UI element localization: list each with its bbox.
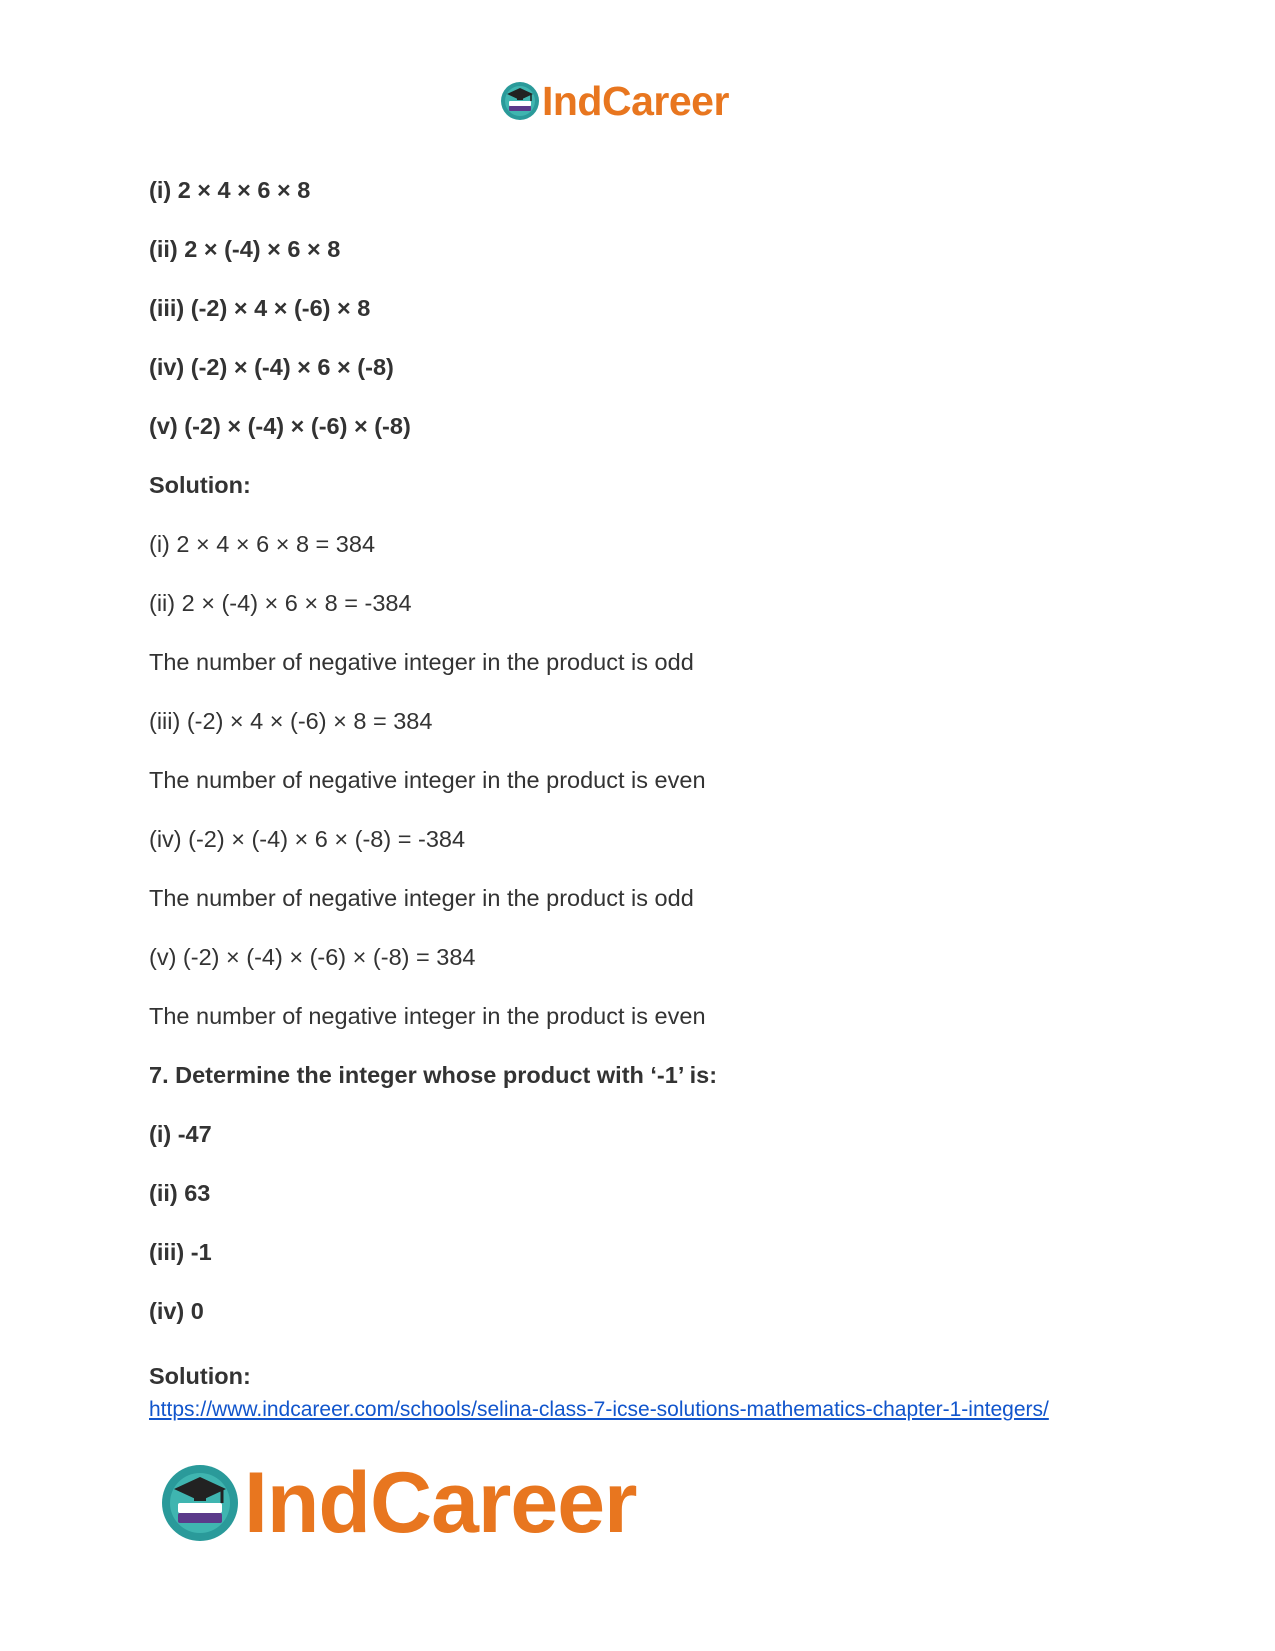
question-7-title: 7. Determine the integer whose product with ‘-1’ is: (149, 1062, 718, 1088)
question-7-part: (iv) 0 (149, 1298, 204, 1324)
question-7-solution-heading: Solution: (149, 1363, 251, 1389)
source-link[interactable]: https://www.indcareer.com/schools/selina-class-7-icse-solutions-mathematics-chapter-1-integers/ (149, 1398, 1049, 1421)
question-7-part: (iii) -1 (149, 1239, 212, 1265)
solution-line: (i) 2 × 4 × 6 × 8 = 384 (149, 531, 376, 557)
question-part: (i) 2 × 4 × 6 × 8 (149, 177, 311, 203)
solution-line: (ii) 2 × (-4) × 6 × 8 = -384 (149, 590, 412, 616)
solution-line: The number of negative integer in the product is even (149, 767, 706, 793)
question-part: (v) (-2) × (-4) × (-6) × (-8) (149, 413, 411, 439)
question-7-part: (ii) 63 (149, 1180, 211, 1206)
solution-line: (iv) (-2) × (-4) × 6 × (-8) = -384 (149, 826, 466, 852)
graduation-book-icon (160, 1463, 240, 1543)
question-part: (ii) 2 × (-4) × 6 × 8 (149, 236, 341, 262)
solution-line: The number of negative integer in the product is odd (149, 649, 694, 675)
header-logo-text: IndCareer (542, 77, 729, 124)
question-part: (iv) (-2) × (-4) × 6 × (-8) (149, 354, 394, 380)
solution-line: The number of negative integer in the product is even (149, 1003, 706, 1029)
solution-line: (iii) (-2) × 4 × (-6) × 8 = 384 (149, 708, 433, 734)
solution-line: The number of negative integer in the product is odd (149, 885, 694, 911)
header-logo (500, 78, 729, 124)
graduation-book-icon (500, 81, 540, 121)
solution-heading: Solution: (149, 472, 251, 498)
footer-logo-text: IndCareer (244, 1455, 637, 1551)
solution-line: (v) (-2) × (-4) × (-6) × (-8) = 384 (149, 944, 476, 970)
question-part: (iii) (-2) × 4 × (-6) × 8 (149, 295, 371, 321)
question-7-part: (i) -47 (149, 1121, 212, 1147)
footer-logo (160, 1455, 637, 1551)
document-body (149, 176, 1139, 1356)
